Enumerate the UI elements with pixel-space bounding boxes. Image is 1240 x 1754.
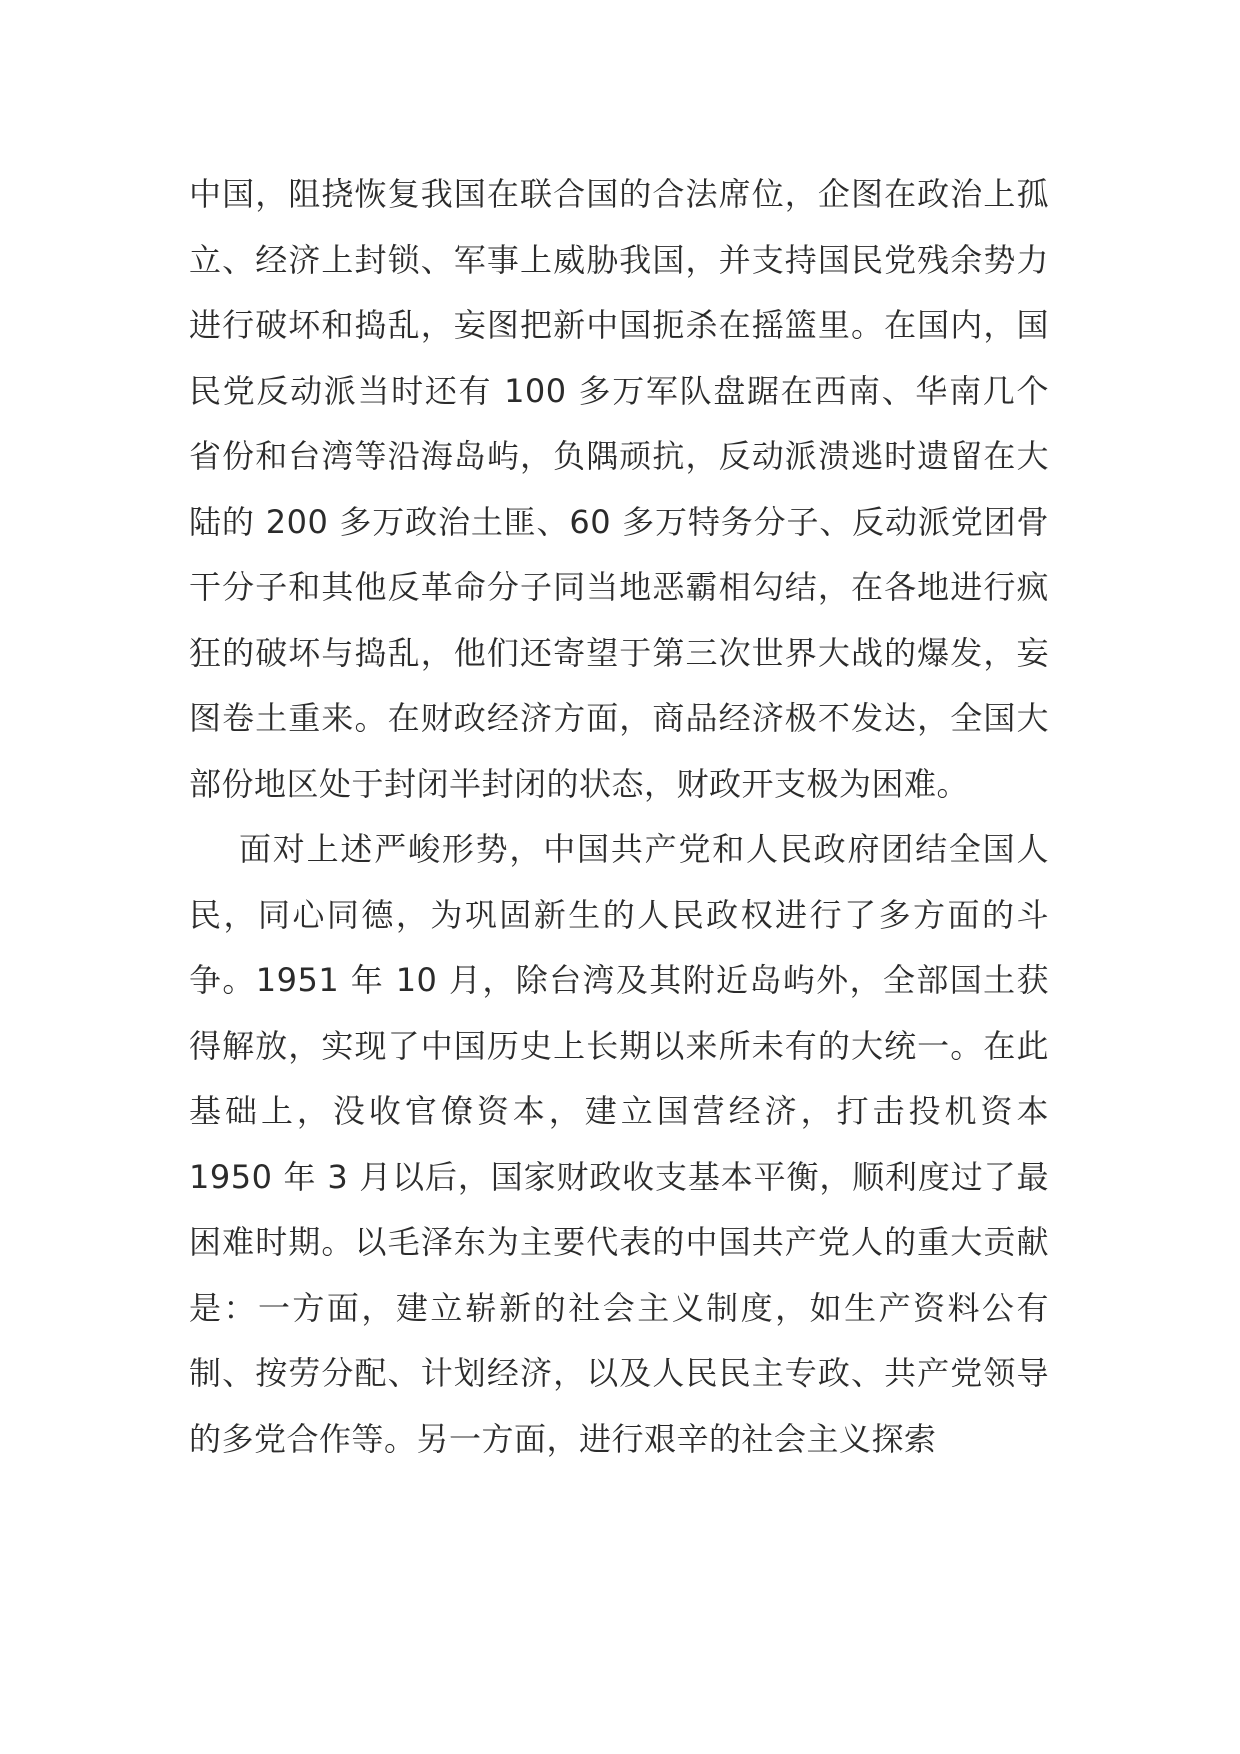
- paragraph-response-to-situation: 面对上述严峻形势，中国共产党和人民政府团结全国人民，同心同德，为巩固新生的人民政权进行了多方面的斗争。1951 年 10 月，除台湾及其附近岛屿外，全部国土获得解放，实现了中国历史上长期以来所未有的大统一。在此基础上，没收官僚资本，建立国营经济，打击投机资本 1950 年 3 月以后，国家财政收支基本平衡，顺利度过了最困难时期。以毛泽东为主要代表的中国共产党人的重大贡献是：一方面，建立崭新的社会主义制度，如生产资料公有制、按劳分配、计划经济，以及人民民主专政、共产党领导的多党合作等。另一方面，进行艰辛的社会主义探索: [189, 830, 1049, 1458]
- body-text: [189, 162, 1049, 1472]
- paragraph-continuation: 中国，阻挠恢复我国在联合国的合法席位，企图在政治上孤立、经济上封锁、军事上威胁我国，并支持国民党残余势力进行破坏和捣乱，妄图把新中国扼杀在摇篮里。在国内，国民党反动派当时还有 100 多万军队盘踞在西南、华南几个省份和台湾等沿海岛屿，负隅顽抗，反动派溃逃时遗留在大陆的 200 多万政治土匪、60 多万特务分子、反动派党团骨干分子和其他反革命分子同当地恶霸相勾结，在各地进行疯狂的破坏与捣乱，他们还寄望于第三次世界大战的爆发，妄图卷土重来。在财政经济方面，商品经济极不发达，全国大部份地区处于封闭半封闭的状态，财政开支极为困难。: [189, 175, 1049, 803]
